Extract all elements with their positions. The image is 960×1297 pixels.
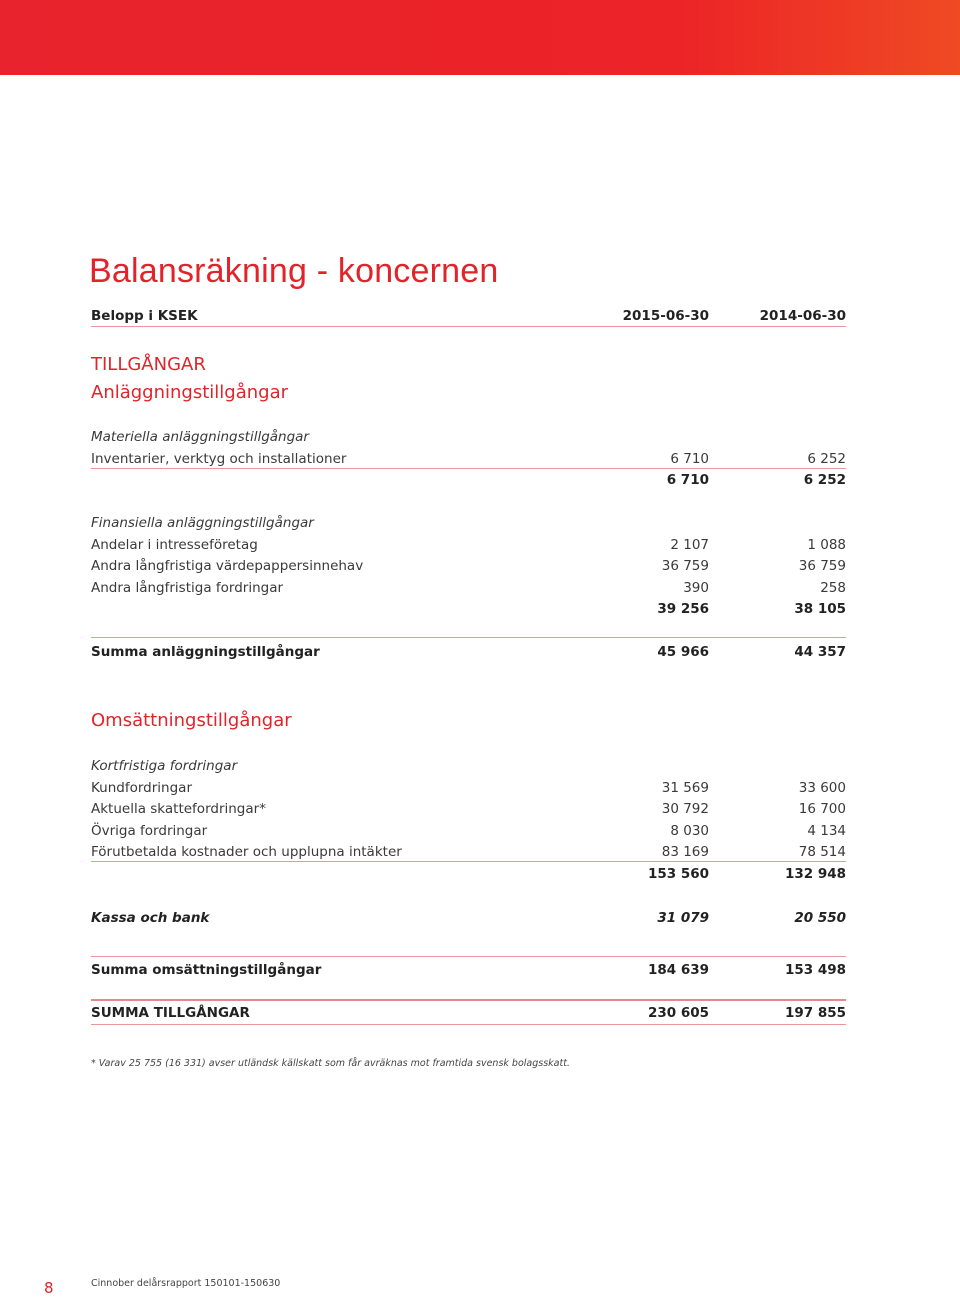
table-row-value-2014: 36 759: [798, 558, 846, 574]
table-row-value-2014: 4 134: [807, 823, 846, 839]
current-assets-total-2014: 153 498: [784, 962, 846, 978]
cash-value-2015: 31 079: [657, 910, 709, 926]
table-row-label: Andelar i intresseföretag: [91, 537, 258, 553]
fixed-assets-total-2015: 45 966: [657, 644, 709, 660]
table-row-label: Inventarier, verktyg och installationer: [91, 451, 347, 467]
grand-total-2015: 230 605: [647, 1005, 709, 1021]
page-title: Balansräkning - koncernen: [89, 252, 499, 290]
current-assets-heading: Omsättningstillgångar: [91, 710, 292, 731]
table-row-value-2015: 36 759: [661, 558, 709, 574]
tangible-subtotal-2015: 6 710: [666, 472, 709, 488]
fixed-assets-total-label: Summa anläggningstillgångar: [91, 644, 320, 660]
row-divider: [91, 861, 846, 862]
current-assets-total-label: Summa omsättningstillgångar: [91, 962, 322, 978]
grand-total-underline: [91, 1024, 846, 1025]
column-label: Belopp i KSEK: [91, 308, 198, 324]
table-row-value-2014: 258: [820, 580, 846, 596]
tangible-subtotal-2014: 6 252: [803, 472, 846, 488]
header-divider: [91, 326, 846, 327]
current-assets-total-2015: 184 639: [647, 962, 709, 978]
cash-value-2014: 20 550: [794, 910, 846, 926]
cash-label: Kassa och bank: [91, 910, 210, 926]
financial-subtotal-2015: 39 256: [657, 601, 709, 617]
column-header-2015: 2015-06-30: [622, 308, 709, 324]
tangible-subheading: Materiella anläggningstillgångar: [91, 429, 309, 445]
fixed-assets-heading: Anläggningstillgångar: [91, 382, 289, 403]
table-row-value-2014: 6 252: [807, 451, 846, 467]
receivables-subheading: Kortfristiga fordringar: [91, 758, 238, 774]
table-row-label: Kundfordringar: [91, 780, 193, 796]
receivables-subtotal-2015: 153 560: [647, 866, 709, 882]
receivables-subtotal-2014: 132 948: [784, 866, 846, 882]
table-row-value-2015: 8 030: [670, 823, 709, 839]
financial-subtotal-2014: 38 105: [794, 601, 846, 617]
section-divider: [91, 637, 846, 638]
table-row-label: Förutbetalda kostnader och upplupna intäkter: [91, 844, 402, 860]
fixed-assets-total-2014: 44 357: [794, 644, 846, 660]
table-row-label: Övriga fordringar: [91, 823, 208, 839]
table-row-label: Andra långfristiga värdepappersinnehav: [91, 558, 364, 574]
grand-total-divider: [91, 999, 846, 1001]
top-color-band: [0, 0, 960, 75]
section-divider: [91, 956, 846, 957]
table-row-label: Andra långfristiga fordringar: [91, 580, 284, 596]
table-row-value-2014: 78 514: [798, 844, 846, 860]
row-divider: [91, 468, 846, 469]
table-row-value-2014: 1 088: [807, 537, 846, 553]
column-header-2014: 2014-06-30: [759, 308, 846, 324]
assets-heading: TILLGÅNGAR: [91, 354, 206, 375]
page-number: 8: [44, 1279, 54, 1297]
financial-subheading: Finansiella anläggningstillgångar: [91, 515, 314, 531]
footer-text: Cinnober delårsrapport 150101-150630: [91, 1278, 281, 1289]
table-row-value-2015: 6 710: [670, 451, 709, 467]
table-row-value-2015: 83 169: [661, 844, 709, 860]
table-row-value-2015: 2 107: [670, 537, 709, 553]
table-row-value-2015: 390: [683, 580, 709, 596]
table-row-value-2015: 30 792: [661, 801, 709, 817]
grand-total-label: SUMMA TILLGÅNGAR: [91, 1005, 250, 1021]
table-row-label: Aktuella skattefordringar*: [91, 801, 266, 817]
table-row-value-2015: 31 569: [661, 780, 709, 796]
table-row-value-2014: 16 700: [798, 801, 846, 817]
footnote: * Varav 25 755 (16 331) avser utländsk källskatt som får avräknas mot framtida svensk bolagsskatt.: [91, 1058, 570, 1069]
table-row-value-2014: 33 600: [798, 780, 846, 796]
grand-total-2014: 197 855: [784, 1005, 846, 1021]
